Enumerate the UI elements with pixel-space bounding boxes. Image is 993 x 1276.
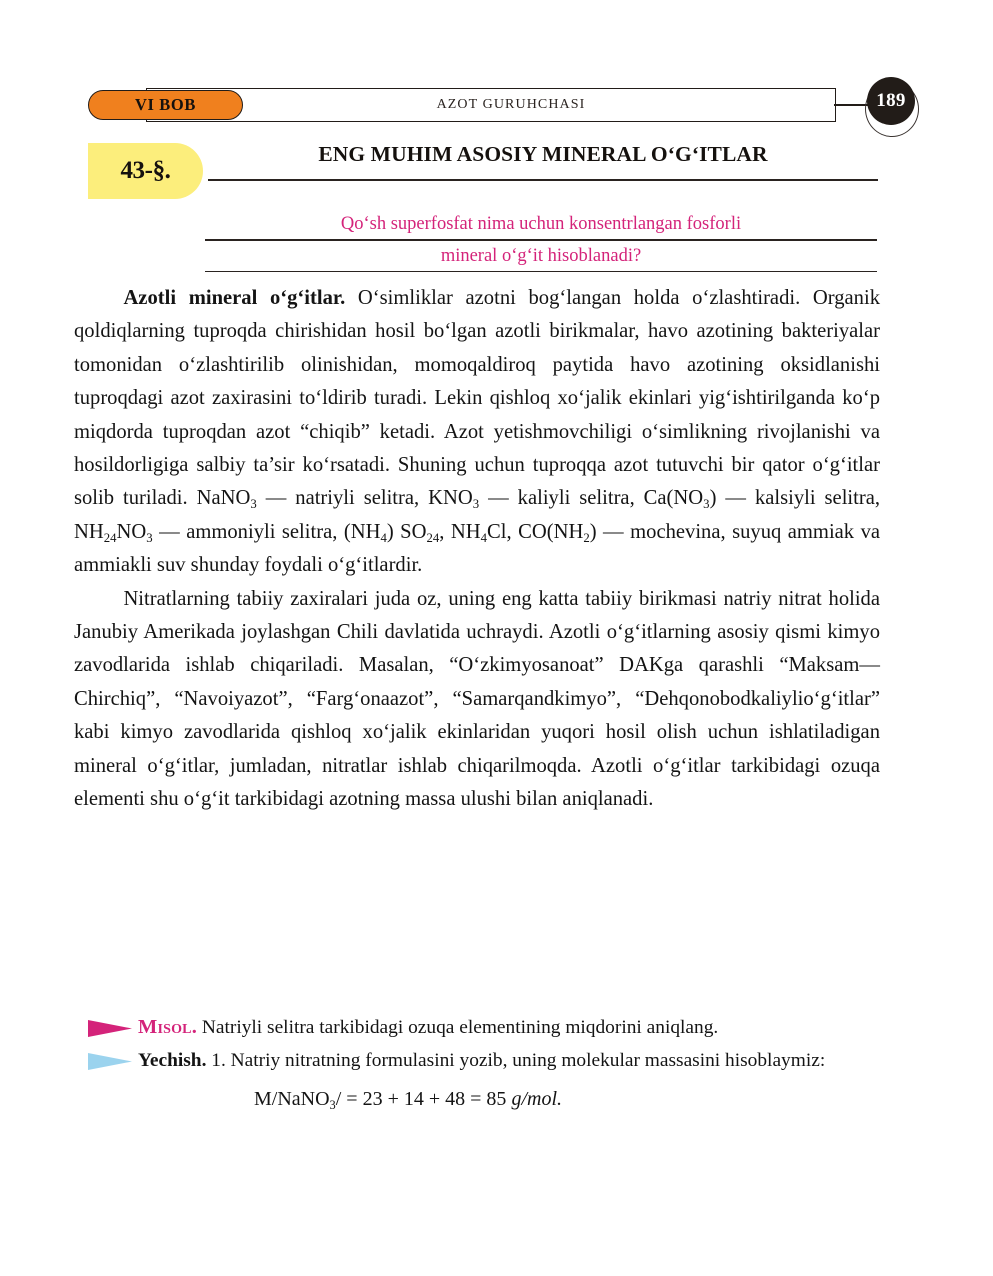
formula-prefix: M/NaNO — [254, 1088, 330, 1110]
running-title-bar — [146, 88, 836, 122]
formula-subscript-3: 3 — [329, 1097, 336, 1112]
section-title-rule — [208, 179, 878, 181]
example-row-misol — [88, 1012, 888, 1043]
subscript-cano3-inner: 3 — [703, 497, 710, 512]
paragraph-1-part-5: NO — [116, 520, 147, 543]
paragraph-1-part-9: Cl, CO(NH — [487, 520, 584, 543]
subscript-so4: 4 — [432, 530, 440, 545]
subscript-nh4cl: 4 — [480, 530, 488, 545]
subscript-nh42so4-nh4: 4 — [380, 530, 387, 545]
body-text — [74, 282, 880, 817]
paragraph-1-part-3: — kaliyli selitra, Ca(NO — [479, 487, 704, 510]
pink-arrow-marker-icon — [88, 1020, 132, 1037]
subscript-kno3: 3 — [472, 497, 480, 512]
paragraph-1-part-10: ) — mochevina, suyuq ammiak va ammiakli suv shunday foydali o‘g‘itlardir. — [74, 520, 881, 577]
running-title-text: AZOT GURUHCHASI — [436, 97, 586, 112]
paragraph-1-part-2: — natriyli selitra, KNO — [256, 487, 473, 510]
formula-rest: / = 23 + 14 + 48 = 85 — [335, 1088, 512, 1110]
page-title: ENG MUHIM ASOSIY MINERAL O‘G‘ITLAR — [318, 142, 768, 166]
paragraph-1-part-8: , NH — [439, 520, 481, 543]
subscript-nano3: 3 — [250, 497, 257, 512]
subscript-nh4no3-no3: 3 — [146, 530, 153, 545]
paragraph-1 — [74, 282, 880, 583]
chapter-tab-label: VI BOB — [135, 95, 196, 114]
subscript-cano3-outer: 2 — [103, 530, 111, 545]
chapter-tab — [88, 90, 243, 120]
paragraph-1-part-4: ) — kalsiyli selitra, NH — [74, 487, 881, 543]
formula-unit: g/mol. — [511, 1088, 562, 1110]
misol-text: Natriyli selitra tarkibidagi ozuqa elementining miqdorini aniqlang. — [197, 1017, 719, 1038]
example-section — [88, 1012, 888, 1115]
section-heading — [88, 143, 878, 201]
paragraph-1-part-7: ) SO — [386, 520, 427, 543]
blue-arrow-marker-icon — [88, 1053, 132, 1070]
section-number-tab — [88, 143, 203, 199]
subscript-nh4no3-nh4: 4 — [110, 530, 117, 545]
paragraph-2: Nitratlarning tabiiy zaxiralari juda oz, uning eng katta tabiiy birikmasi natriy nitrat holida Janubiy Amerikada joylashgan Chili davlatida uchraydi. Azotli o‘g‘itlarning asosiy qismi kimyo zavodlarida ishlab chiqariladi. Masalan, “O‘zkimyosanoat” DAKga qarashli “Maksam—Chirchiq”, “Navoiyazot”, “Farg‘onaazot”, “Samarqandkimyo”, “Dehqonobodkaliylio‘g‘itlar” kabi kimyo zavodlarida qishloq xo‘jalik ekinlaridan yuqori hosil olish uchun ishlatiladigan mineral o‘g‘itlar, jumladan, nitratlar ishlab chiqarilmoqda. Azotli o‘g‘itlar tarkibidagi ozuqa elementi shu o‘g‘it tarkibidagi azotning massa ulushi bilan aniqlanadi. — [74, 587, 880, 811]
example-row-yechish — [88, 1045, 888, 1076]
paragraph-1-lead: Azotli mineral o‘g‘itlar. — [123, 287, 346, 309]
running-header — [88, 88, 905, 128]
question-line-1: Qo‘sh superfosfat nima uchun konsentrlangan fosforli — [340, 214, 742, 234]
question-line-2: mineral o‘g‘it hisoblanadi? — [440, 245, 642, 266]
page-number-badge: 189 — [867, 77, 915, 125]
subscript-nh42so4-outer: 2 — [426, 530, 433, 545]
misol-label: Misol. — [138, 1016, 198, 1038]
molar-mass-formula — [88, 1084, 888, 1115]
paragraph-1-part-1: O‘simliklar azotni bog‘langan holda o‘zlashtiradi. Organik qoldiqlarning tuproqda chirishidan hosil bo‘lgan azotli birikmalar, havo azotining bakteriyalar tomonidan o‘zlashtirilib olinishidan, momoqaldiroq paytida havo azotining oksidlanishi tuproqdagi azot zaxirasini to‘ldirib turadi. Lekin qishloq xo‘jalik ekinlari yig‘ishtirilganda ko‘p miqdorda tuproqdan azot “chiqib” ketadi. Azot yetishmovchiligi o‘simlikning rivojlanishi va hosildorligiga salbiy ta’sir ko‘rsatadi. Shuning uchun tuproqqa azot tutuvchi bir qator o‘g‘itlar solib turiladi. NaNO — [74, 287, 880, 510]
yechish-text: 1. Natriy nitratning formulasini yozib, uning molekular massasini hisoblaymiz: — [206, 1050, 826, 1071]
section-number-label: 43-§. — [120, 157, 171, 184]
yechish-label: Yechish. — [138, 1050, 207, 1071]
question-rule-bottom — [205, 271, 877, 273]
question-callout — [205, 209, 877, 272]
paragraph-1-part-6: — ammoniyli selitra, (NH — [152, 520, 381, 543]
subscript-conh22-inner: 2 — [583, 530, 590, 545]
